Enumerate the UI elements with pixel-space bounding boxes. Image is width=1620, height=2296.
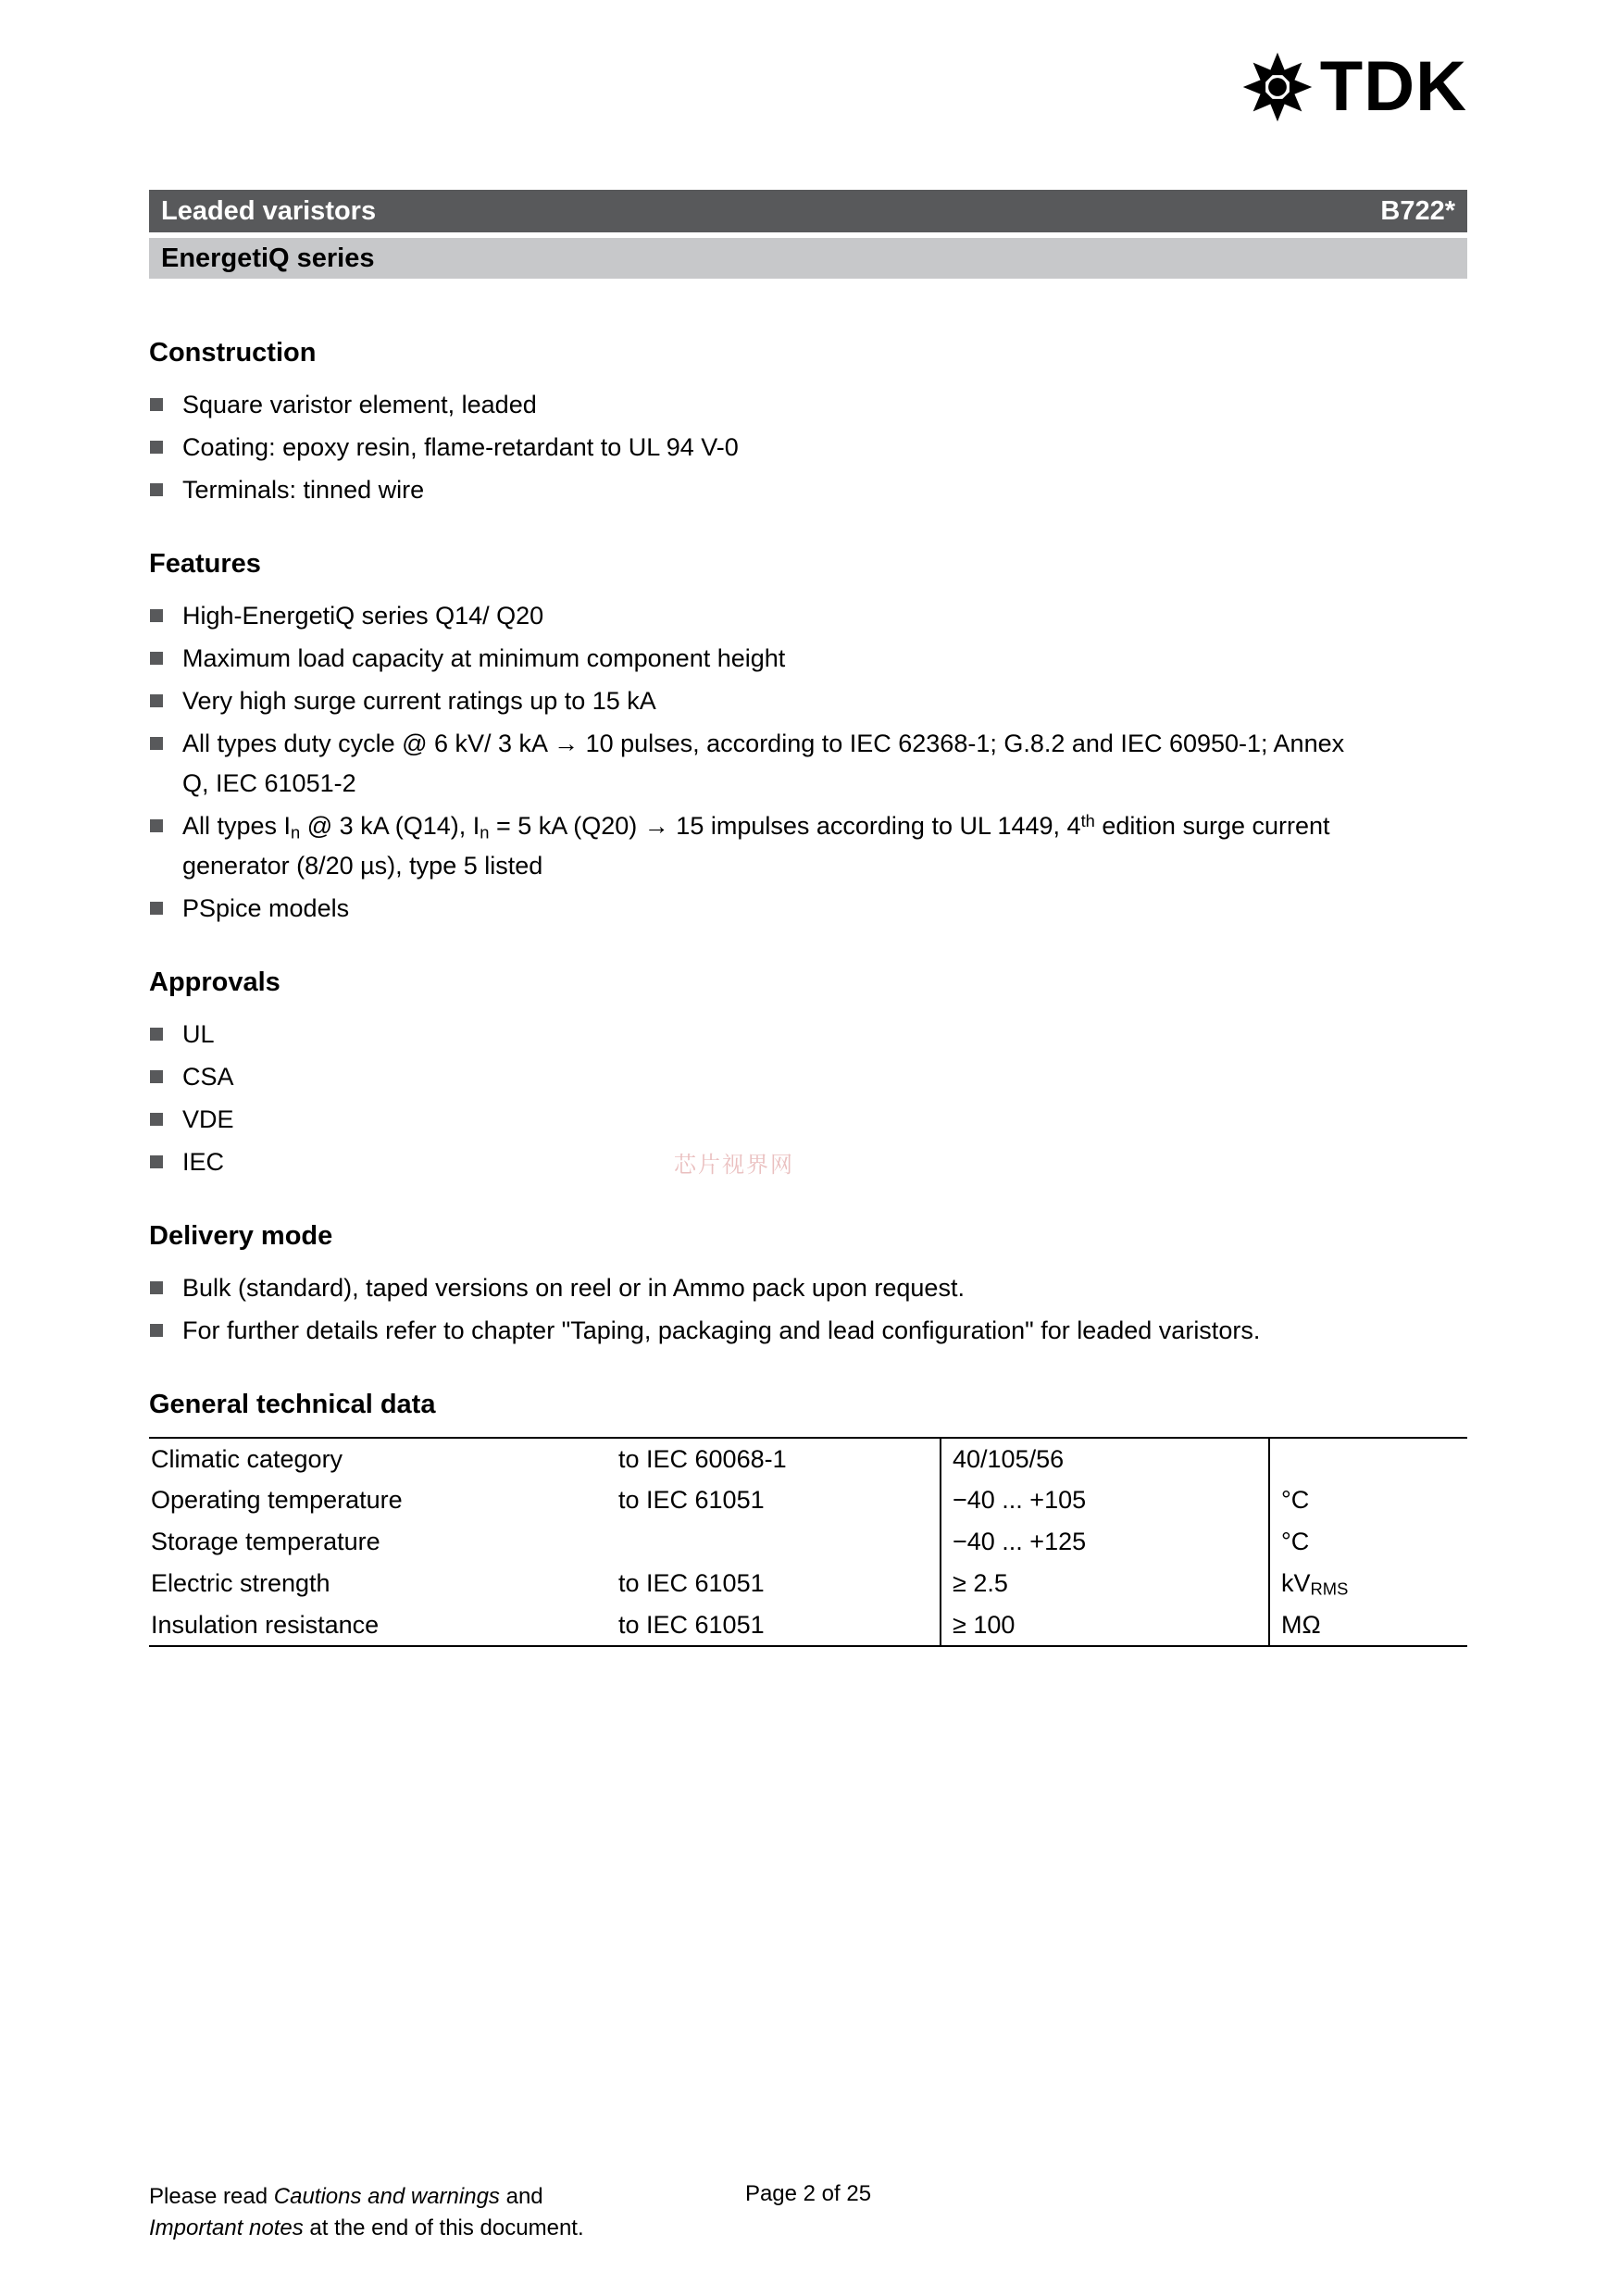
unit-subscript: RMS	[1310, 1578, 1349, 1599]
cell-standard: to IEC 61051	[618, 1486, 765, 1514]
section-heading-features: Features	[149, 549, 261, 579]
text-part: All types I	[182, 812, 292, 840]
section-heading-delivery-mode: Delivery mode	[149, 1221, 333, 1251]
general-technical-data-table	[149, 1437, 1467, 1647]
cell-value: ≥ 2.5	[941, 1563, 1269, 1604]
cell-standard: to IEC 61051	[618, 1569, 765, 1597]
doc-code: B722*	[1380, 195, 1455, 226]
list-item	[149, 1057, 1467, 1097]
bullet-square-icon	[150, 609, 163, 622]
text-part: @ 3 kA (Q14), I	[300, 812, 480, 840]
list-item-text: High-EnergetiQ series Q14/ Q20	[182, 602, 544, 630]
cell-value: ≥ 100	[941, 1604, 1269, 1646]
list-item-text: UL	[182, 1020, 215, 1048]
bullet-square-icon	[150, 1028, 163, 1041]
table-row	[149, 1438, 1467, 1479]
list-item-text: VDE	[182, 1105, 234, 1133]
section-heading-construction: Construction	[149, 338, 317, 368]
list-item	[149, 724, 1467, 804]
bullet-square-icon	[150, 1113, 163, 1126]
series-name: EnergetiQ series	[161, 243, 375, 273]
cell-value: −40 ... +125	[941, 1521, 1269, 1563]
bullet-square-icon	[150, 737, 163, 750]
cell-property: Climatic category	[151, 1444, 343, 1473]
page-content	[149, 338, 1467, 1647]
list-item	[149, 596, 1467, 636]
bullet-square-icon	[150, 483, 163, 496]
list-item	[149, 1015, 1467, 1054]
list-item	[149, 1268, 1467, 1308]
bullet-square-icon	[150, 1070, 163, 1083]
bullet-square-icon	[150, 441, 163, 454]
tdk-star-icon	[1242, 52, 1313, 122]
cell-unit: °C	[1269, 1521, 1467, 1563]
bullet-square-icon	[150, 652, 163, 665]
bullet-square-icon	[150, 1324, 163, 1337]
list-item-text: Very high surge current ratings up to 15 kA	[182, 687, 656, 715]
list-item-text: All types duty cycle @ 6 kV/ 3 kA → 10 pulses, according to IEC 62368-1; G.8.2 and IEC 60950-1; Annex Q, IEC 61051-2	[182, 730, 1345, 797]
superscript-text: th	[1080, 810, 1095, 830]
list-item-text: Terminals: tinned wire	[182, 476, 425, 504]
approvals-list	[149, 1015, 1467, 1182]
doc-title: Leaded varistors	[161, 195, 377, 226]
list-item	[149, 385, 1467, 425]
unit-main: kV	[1281, 1569, 1311, 1597]
cell-property: Electric strength	[151, 1569, 330, 1597]
text-part: = 5 kA (Q20) → 15 impulses according to UL 1449, 4	[489, 812, 1081, 840]
page-number: Page 2 of 25	[744, 2181, 872, 2206]
list-item-text: For further details refer to chapter "Taping, packaging and lead configuration" for leaded varistors.	[182, 1316, 1261, 1344]
table-row	[149, 1521, 1467, 1563]
list-item-text: Coating: epoxy resin, flame-retardant to UL 94 V-0	[182, 433, 739, 461]
text-part: at the end of this document.	[303, 2215, 584, 2240]
cell-unit	[1269, 1438, 1467, 1479]
list-item	[149, 1311, 1467, 1351]
list-item	[149, 1100, 1467, 1140]
text-part: and	[499, 2184, 543, 2209]
list-item-text: Bulk (standard), taped versions on reel or in Ammo pack upon request.	[182, 1274, 965, 1302]
list-item-text: IEC	[182, 1148, 225, 1176]
footer-italic-important-notes: Important notes	[149, 2215, 304, 2240]
text-part: edition surge current generator (8/20 µs), type 5 listed	[182, 812, 1330, 880]
table-row	[149, 1604, 1467, 1646]
list-item-text: Square varistor element, leaded	[182, 391, 537, 418]
cell-value: −40 ... +105	[941, 1479, 1269, 1521]
series-bar	[149, 238, 1467, 279]
list-item-text: CSA	[182, 1063, 234, 1091]
list-item	[149, 639, 1467, 679]
bullet-square-icon	[150, 694, 163, 707]
footer-note-line2	[149, 2213, 584, 2244]
list-item	[149, 889, 1467, 929]
cell-unit: °C	[1269, 1479, 1467, 1521]
cell-standard: to IEC 60068-1	[618, 1444, 787, 1473]
bullet-square-icon	[150, 1155, 163, 1168]
table-row	[149, 1479, 1467, 1521]
section-heading-approvals: Approvals	[149, 967, 280, 997]
list-item-text: Maximum load capacity at minimum component height	[182, 644, 786, 672]
cell-standard	[617, 1521, 941, 1563]
cell-property: Storage temperature	[151, 1528, 380, 1555]
title-bar	[149, 190, 1467, 232]
watermark: 芯片视界网	[674, 1153, 794, 1178]
tdk-logo	[1242, 47, 1467, 126]
tdk-logo-text: TDK	[1319, 47, 1467, 126]
delivery-list	[149, 1268, 1467, 1351]
list-item	[149, 1142, 1467, 1182]
subscript-text: n	[291, 822, 301, 842]
list-item-text: PSpice models	[182, 894, 350, 922]
cell-unit	[1269, 1563, 1467, 1604]
table-row	[149, 1563, 1467, 1604]
list-item	[149, 806, 1467, 886]
cell-property: Operating temperature	[151, 1486, 403, 1514]
construction-list	[149, 385, 1467, 510]
list-item	[149, 428, 1467, 468]
bullet-square-icon	[150, 819, 163, 832]
list-item	[149, 470, 1467, 510]
footer-italic-cautions: Cautions and warnings	[273, 2184, 500, 2209]
cell-standard: to IEC 61051	[618, 1610, 765, 1639]
cell-unit: MΩ	[1269, 1604, 1467, 1646]
bullet-square-icon	[150, 902, 163, 915]
bullet-square-icon	[150, 398, 163, 411]
bullet-square-icon	[150, 1281, 163, 1294]
cell-value: 40/105/56	[941, 1438, 1269, 1479]
cell-property: Insulation resistance	[151, 1610, 380, 1639]
list-item-text	[182, 806, 1358, 886]
text-part: Please read	[149, 2184, 274, 2209]
list-item	[149, 681, 1467, 721]
subscript-text: n	[480, 822, 490, 842]
features-list	[149, 596, 1467, 929]
section-heading-general-technical-data: General technical data	[149, 1390, 436, 1419]
